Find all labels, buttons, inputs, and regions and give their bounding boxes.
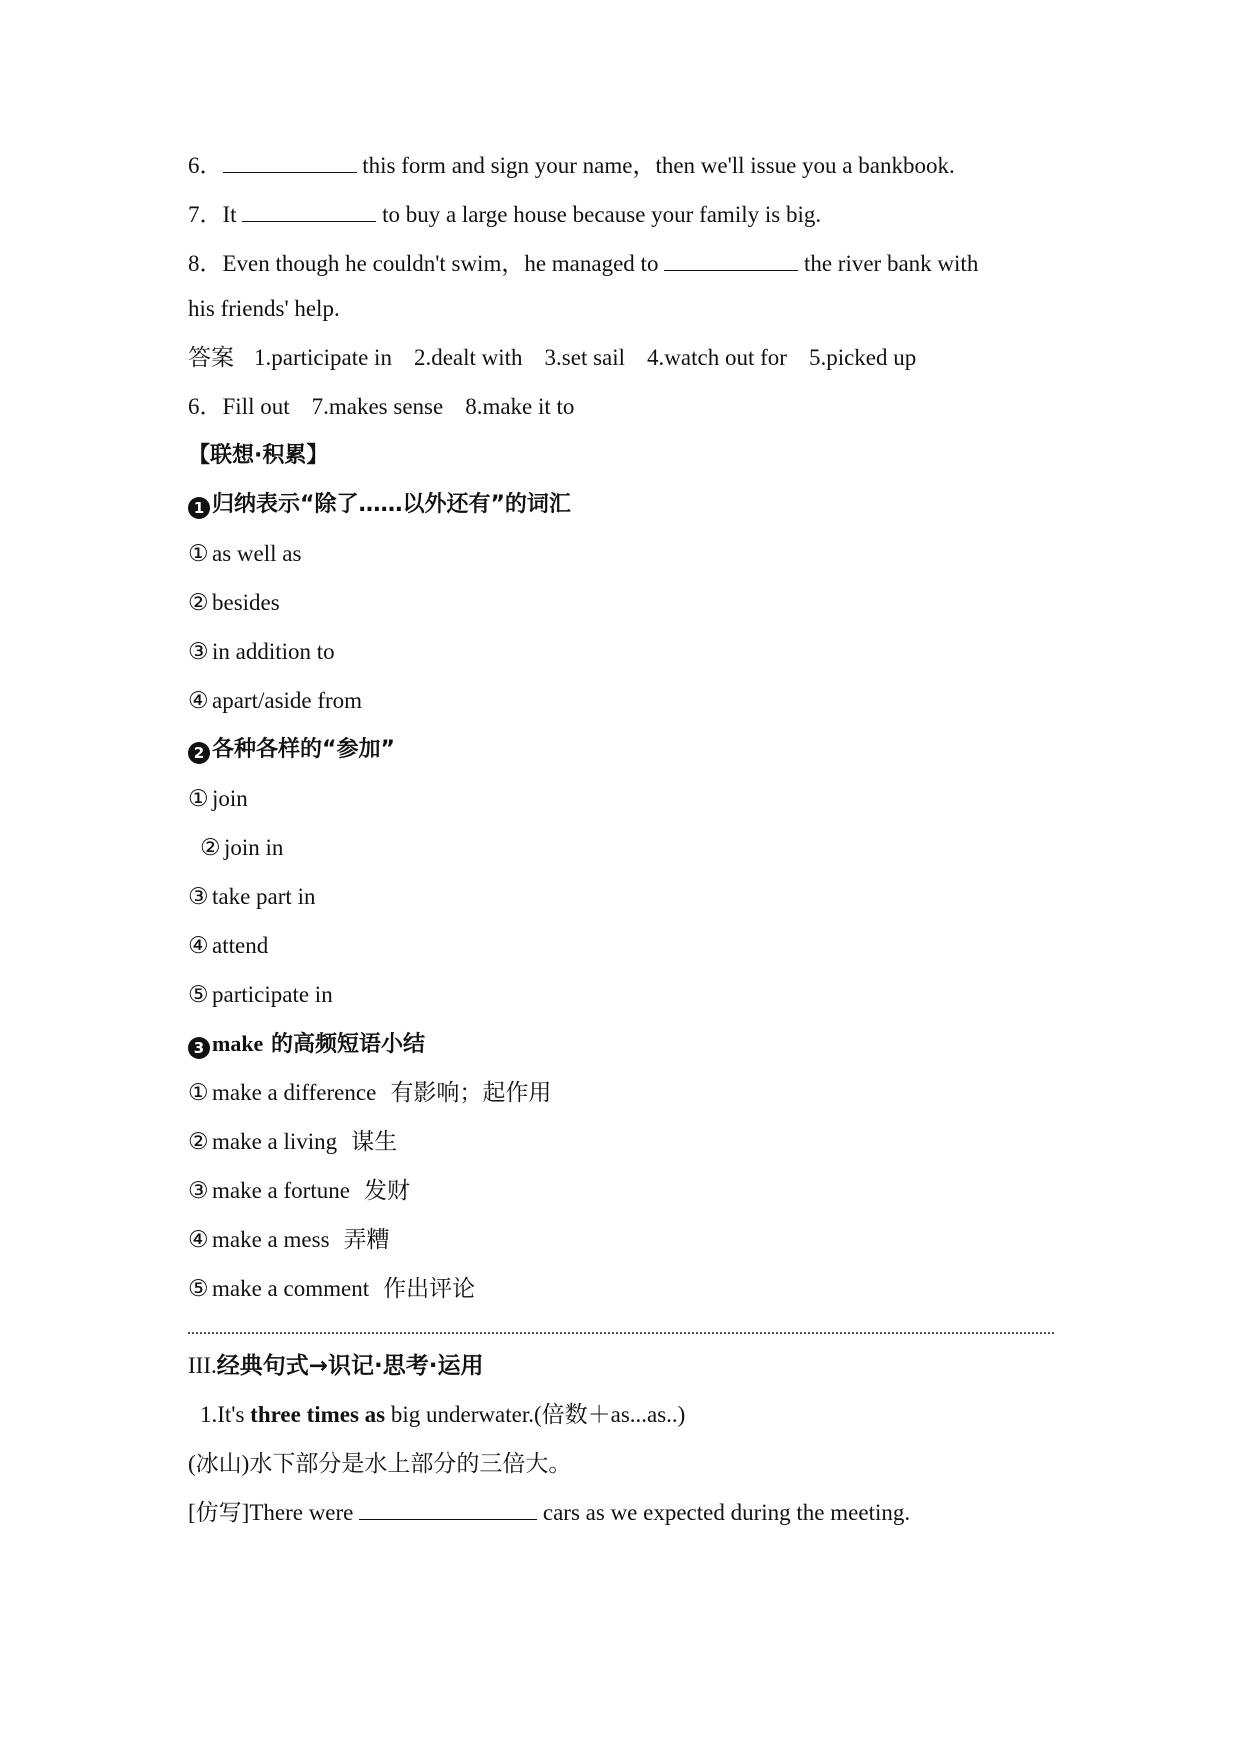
phrase: take part in	[212, 884, 316, 909]
group-title-text: 归纳表示“除了……以外还有”的词汇	[212, 492, 571, 517]
list-item	[188, 636, 1058, 685]
answer-item: 7.makes sense	[311, 394, 444, 419]
example-sentence	[188, 1399, 1058, 1448]
list-item	[188, 832, 1058, 881]
group-2-title	[188, 734, 1058, 783]
circled-number: ④	[188, 933, 209, 958]
circled-number: ③	[188, 884, 209, 909]
answers-line-1	[188, 342, 1058, 391]
circled-number: ①	[188, 786, 209, 811]
group-title-text: 的高频短语小结	[263, 1032, 425, 1057]
imitation-text: cars as we expected during the meeting.	[537, 1500, 911, 1525]
circled-number: ②	[188, 1129, 209, 1154]
list-item	[188, 1224, 1058, 1273]
phrase: make a difference	[212, 1080, 377, 1105]
phrase-meaning: 有影响；起作用	[390, 1080, 552, 1106]
phrase: join in	[224, 835, 284, 860]
answer-blank[interactable]	[664, 248, 798, 271]
list-item	[188, 587, 1058, 636]
example-text: big underwater.(倍数＋as...as..)	[385, 1402, 686, 1427]
circled-number: ③	[188, 1178, 209, 1203]
exercise-8	[188, 248, 1058, 293]
answer-blank[interactable]	[223, 150, 357, 173]
phrase: make a living	[212, 1129, 338, 1154]
exercise-number: 7．It	[188, 202, 243, 227]
phrase-meaning: 发财	[363, 1178, 410, 1204]
phrase: make a comment	[212, 1276, 370, 1301]
answers-line-2	[188, 391, 1058, 440]
phrase: make a fortune	[212, 1178, 350, 1203]
numbered-bullet-icon: 3	[188, 1037, 210, 1059]
exercise-6	[188, 150, 1058, 199]
circled-number: ①	[188, 541, 209, 566]
exercise-8-continued: his friends' help.	[188, 296, 340, 321]
answer-item: 6．Fill out	[188, 394, 290, 419]
list-item	[188, 1077, 1058, 1126]
circled-number: ⑤	[188, 1276, 209, 1301]
answers-label: 答案	[188, 345, 234, 371]
circled-number: ④	[188, 688, 209, 713]
list-item	[188, 783, 1058, 832]
numbered-bullet-icon: 1	[188, 497, 210, 519]
circled-number: ①	[188, 1080, 209, 1105]
answer-item: 8.make it to	[465, 394, 575, 419]
example-translation: (冰山)水下部分是水上部分的三倍大。	[188, 1451, 572, 1476]
numbered-bullet-icon: 2	[188, 742, 210, 764]
list-item	[188, 881, 1058, 930]
exercise-number: 8．Even though he couldn't swim，he managed to	[188, 251, 665, 276]
phrase: participate in	[212, 982, 333, 1007]
section-3-heading	[188, 1350, 1058, 1399]
phrase: make a mess	[212, 1227, 330, 1252]
phrase-meaning: 弄糟	[343, 1227, 390, 1253]
exercise-text: to buy a large house because your family is big.	[376, 202, 822, 227]
circled-number: ②	[188, 590, 209, 615]
section-roman: III.	[188, 1353, 217, 1378]
answer-item: 1.participate in	[254, 345, 392, 370]
group-3-title	[188, 1028, 1058, 1077]
circled-number: ④	[188, 1227, 209, 1252]
list-item	[188, 1126, 1058, 1175]
document-page	[188, 150, 1058, 1546]
dotted-divider	[188, 1332, 1054, 1334]
example-number: 1.It's	[200, 1402, 251, 1427]
list-item	[188, 979, 1058, 1028]
list-item	[188, 930, 1058, 979]
exercise-number: 6．	[188, 153, 223, 178]
example-keyword: three times as	[250, 1402, 386, 1427]
exercise-text: the river bank with	[798, 251, 979, 276]
answer-blank[interactable]	[242, 199, 376, 222]
answer-item: 2.dealt with	[413, 345, 523, 370]
list-item	[188, 1273, 1058, 1322]
phrase: as well as	[212, 541, 302, 566]
phrase: besides	[212, 590, 280, 615]
section-title: 经典句式→识记·思考·运用	[216, 1353, 484, 1379]
imitation-label: [仿写]There were	[188, 1500, 360, 1525]
group-title-text: 各种各样的“参加”	[212, 737, 395, 762]
list-item	[188, 685, 1058, 734]
exercise-text: this form and sign your name，then we'll issue you a bankbook.	[356, 153, 955, 178]
group-1-title	[188, 489, 1058, 538]
circled-number: ③	[188, 639, 209, 664]
phrase: join	[212, 786, 248, 811]
phrase-meaning: 作出评论	[383, 1276, 476, 1302]
answer-item: 4.watch out for	[647, 345, 787, 370]
answer-item: 3.set sail	[544, 345, 626, 370]
association-heading: 【联想·积累】	[188, 443, 329, 468]
phrase: in addition to	[212, 639, 335, 664]
list-item	[188, 1175, 1058, 1224]
circled-number: ②	[200, 835, 221, 860]
answer-item: 5.picked up	[808, 345, 917, 370]
phrase: attend	[212, 933, 269, 958]
imitation-exercise	[188, 1497, 1058, 1546]
list-item	[188, 538, 1058, 587]
phrase: apart/aside from	[212, 688, 363, 713]
exercise-7	[188, 199, 1058, 248]
phrase-meaning: 谋生	[351, 1129, 398, 1155]
answer-blank[interactable]	[359, 1497, 537, 1520]
group-title-keyword: make	[212, 1031, 264, 1056]
circled-number: ⑤	[188, 982, 209, 1007]
